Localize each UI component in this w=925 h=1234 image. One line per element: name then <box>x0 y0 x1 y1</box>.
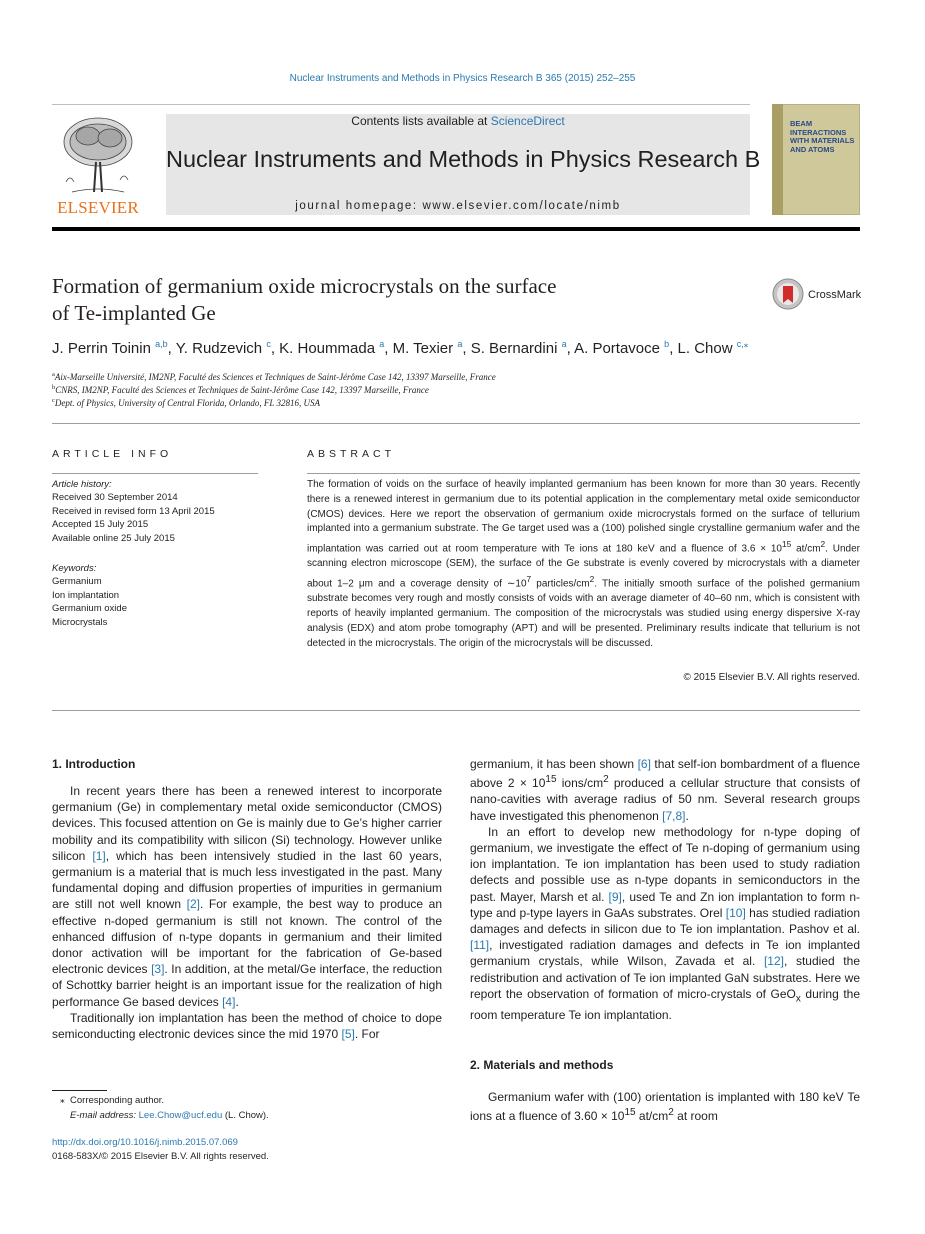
author[interactable]: M. Texier $^a$ <box>392 339 463 357</box>
paragraph: germanium, it has been shown [6] that self-ion bombardment of a fluence above $2 \times 10^{15}$ ions/$cm^2$ produced a cellular structure that consists of nano-cavities with average radius of 50 nm. Several research groups have investigated this phenomenon [7,8]. <box>470 757 860 823</box>
author[interactable]: L. Chow $^{c,⁎}$ <box>677 339 749 357</box>
article-title <box>52 273 692 327</box>
reference-link[interactable]: [10] <box>725 905 746 920</box>
body-column-left <box>52 783 442 1042</box>
reference-link[interactable]: [3] <box>151 962 165 977</box>
affiliation: $^b$CNRS, IM2NP, Faculté des Sciences et Techniques de Saint-Jérôme Case 142, 13397 Marseille, France <box>52 384 429 395</box>
author[interactable]: A. Portavoce $^b$ <box>574 339 670 357</box>
paragraph: In an effort to develop new methodology for n-type doping of germanium, we investigate the effect of Te n-doping of germanium using ion implantation. Te ion implantation has been used to study radiation defects and possible use as n-type dopants in semiconductors in the past. Mayer, Marsh et al. [9], used Te and Zn ion implantation to form n-type and p-type layers in GaAs substrates. Orel [10] has studied radiation damages and defects in silicon due to Te ion implantation. Pashov et al. [11], investigated radiation damages and defects in Te ion implanted germanium crystals, while Wilson, Zavada et al. [12], studied the redistribution and activation of Te ion implanted GaN substrates. Here we report the observation of formation of micro-crystals of GeO$_x$ during the room temperature Te ion implantation. <box>470 824 861 1023</box>
abstract-heading: ABSTRACT <box>307 448 396 460</box>
reference-link[interactable]: [12] <box>763 954 784 969</box>
footnote-rule <box>52 1090 107 1091</box>
paragraph: Traditionally ion implantation has been the method of choice to dope semiconducting electronic devices since the mid 1970 [5]. For <box>52 1010 442 1042</box>
affiliation: $^a$Aix-Marseille Université, IM2NP, Faculté des Sciences et Techniques de Saint-Jérôme Case 142, 13397 Marseille, France <box>52 371 496 382</box>
journal-title: Nuclear Instruments and Methods in Physics Research B <box>166 146 761 172</box>
article-info-heading: ARTICLE INFO <box>52 448 173 460</box>
history-item: Accepted 15 July 2015 <box>52 519 149 531</box>
history-item: Received 30 September 2014 <box>52 492 178 504</box>
divider <box>52 423 860 424</box>
contents-line <box>166 114 750 128</box>
author[interactable]: J. Perrin Toinin $^{a,b}$ <box>52 339 168 357</box>
keyword: Microcrystals <box>52 616 108 628</box>
affiliation: $^c$Dept. of Physics, University of Central Florida, Orlando, FL 32816, USA <box>52 397 320 408</box>
section-heading-introduction: 1. Introduction <box>52 757 136 771</box>
issn-copyright: 0168-583X/© 2015 Elsevier B.V. All rights reserved. <box>52 1151 269 1162</box>
keyword: Ion implantation <box>52 589 120 601</box>
homepage-prefix: journal homepage: <box>295 200 423 212</box>
elsevier-publisher-name: ELSEVIER <box>57 198 139 217</box>
reference-link[interactable]: [7,8] <box>662 808 686 823</box>
corresponding-author-footnote: ⁎ Corresponding author. E-mail address: Lee.Chow@ucf.edu (L. Chow). <box>60 1095 269 1121</box>
email-link[interactable]: Lee.Chow@ucf.edu <box>138 1109 223 1121</box>
top-rule <box>52 104 750 105</box>
doi-link[interactable]: http://dx.doi.org/10.1016/j.nimb.2015.07.069 <box>52 1137 238 1148</box>
cover-title: BEAM INTERACTIONS WITH MATERIALS AND ATOMS <box>790 119 855 154</box>
keyword: Germanium <box>52 576 102 588</box>
article-history <box>52 478 258 545</box>
article-title-line-1: Formation of germanium oxide microcrystals on the surface <box>52 274 557 298</box>
divider <box>52 473 258 474</box>
crossmark-label[interactable]: CrossMark <box>808 289 862 301</box>
history-item: Available online 25 July 2015 <box>52 532 175 544</box>
journal-homepage <box>166 200 750 212</box>
history-item: Received in revised form 13 April 2015 <box>52 505 215 517</box>
body-column-right-methods <box>470 1089 860 1124</box>
keywords-label: Keywords: <box>52 563 97 574</box>
article-title-line-2: of Te-implanted Ge <box>52 301 216 325</box>
reference-link[interactable]: [11] <box>470 938 490 953</box>
cover-spine <box>772 104 783 215</box>
contents-prefix: Contents lists available at <box>351 114 491 128</box>
keywords <box>52 562 258 629</box>
author[interactable]: S. Bernardini $^a$ <box>470 339 567 357</box>
reference-link[interactable]: [1] <box>92 848 106 863</box>
sciencedirect-link[interactable]: ScienceDirect <box>490 114 565 128</box>
author[interactable]: Y. Rudzevich $^c$ <box>175 339 271 357</box>
reference-link[interactable]: [4] <box>222 994 236 1009</box>
reference-link[interactable]: [5] <box>341 1027 355 1042</box>
divider <box>52 710 860 711</box>
abstract-copyright: © 2015 Elsevier B.V. All rights reserved. <box>683 672 860 683</box>
keyword: Germanium oxide <box>52 603 127 615</box>
author-list: J. Perrin Toinin $^{a,b}$, Y. Rudzevich $^c$, K. Hoummada $^a$, M. Texier $^a$, S. Bernardini $^a$, A. Portavoce $^b$, L. Chow $^{c,⁎}$ <box>52 339 749 357</box>
abstract-text: The formation of voids on the surface of heavily implanted germanium has been known for more than 30 years. Recently there is a renewed interest in germanium due to its potential application in the complementary metal oxide semiconductor (CMOS) devices. Here we report the observation of germanium oxide microcrystals formed on the surface of tellurium implanted into a germanium substrate. The Ge target used was a (100) polished single crystalline germanium wafer and the implantation was carried out at room temperature with Te ions at 180 keV and a fluence of $3.6 \times 10^{15}$ $at/cm^2$. Under scanning electron microscope (SEM), the surface of the Ge substrate is evenly covered by microcrystals with a diameter about 1–2 μm and a coverage density of $\sim 10^7$ particles/$cm^2$. The initially smooth surface of the polished germanium substrate becomes very rough and mostly consists of voids with an average diameter of 40–60 nm, which is consistent with reports of heavily implanted germanium. The composition of the microcrystals was studied using energy dispersive X-ray analysis (EDX) and atom probe tomography (APT) and will be presented. Preliminary results indicate that tellurium is not detected in the microcrystals. The origin of the microcrystals will be discussed. <box>307 479 861 649</box>
reference-link[interactable]: [9] <box>608 889 622 904</box>
journal-reference[interactable]: Nuclear Instruments and Methods in Physics Research B 365 (2015) 252–255 <box>289 73 636 84</box>
history-label: Article history: <box>52 479 112 490</box>
header-thick-rule <box>52 227 860 231</box>
author[interactable]: K. Hoummada $^a$ <box>279 339 385 357</box>
section-heading-methods: 2. Materials and methods <box>470 1058 614 1072</box>
reference-link[interactable]: [6] <box>637 757 651 771</box>
reference-link[interactable]: [2] <box>186 897 200 912</box>
body-column-right <box>470 756 860 1024</box>
homepage-url-link[interactable]: www.elsevier.com/locate/nimb <box>422 200 621 212</box>
crossmark-icon[interactable] <box>772 278 804 310</box>
paragraph: Germanium wafer with (100) orientation is implanted with 180 keV Te ions at a fluence of $3.60 \times 10^{15}$ $at/cm^2$ at room <box>470 1090 860 1124</box>
divider <box>307 473 860 474</box>
paragraph: In recent years there has been a renewed interest to incorporate germanium (Ge) in complementary metal oxide semiconductor (CMOS) devices. This focused attention on Ge is mainly due to Ge’s higher carrier mobility and its compatibility with silicon (Si) technology. However unlike silicon [1], which has been intensively studied in the last 60 years, germanium is a material that is much less investigated in the past. Many fundamental doping and diffusion properties of impurities in germanium are still not well known [2]. For example, the best way to produce an effective n-doped germanium is still not known. The control of the enhanced diffusion of n-type dopants in germanium and their limited donor activation will be important for the fabrication of Ge-based electronic devices [3]. In addition, at the metal/Ge interface, the reduction of Schottky barrier height is an important issue for the realization of high performance Ge based devices [4]. <box>52 784 443 1009</box>
